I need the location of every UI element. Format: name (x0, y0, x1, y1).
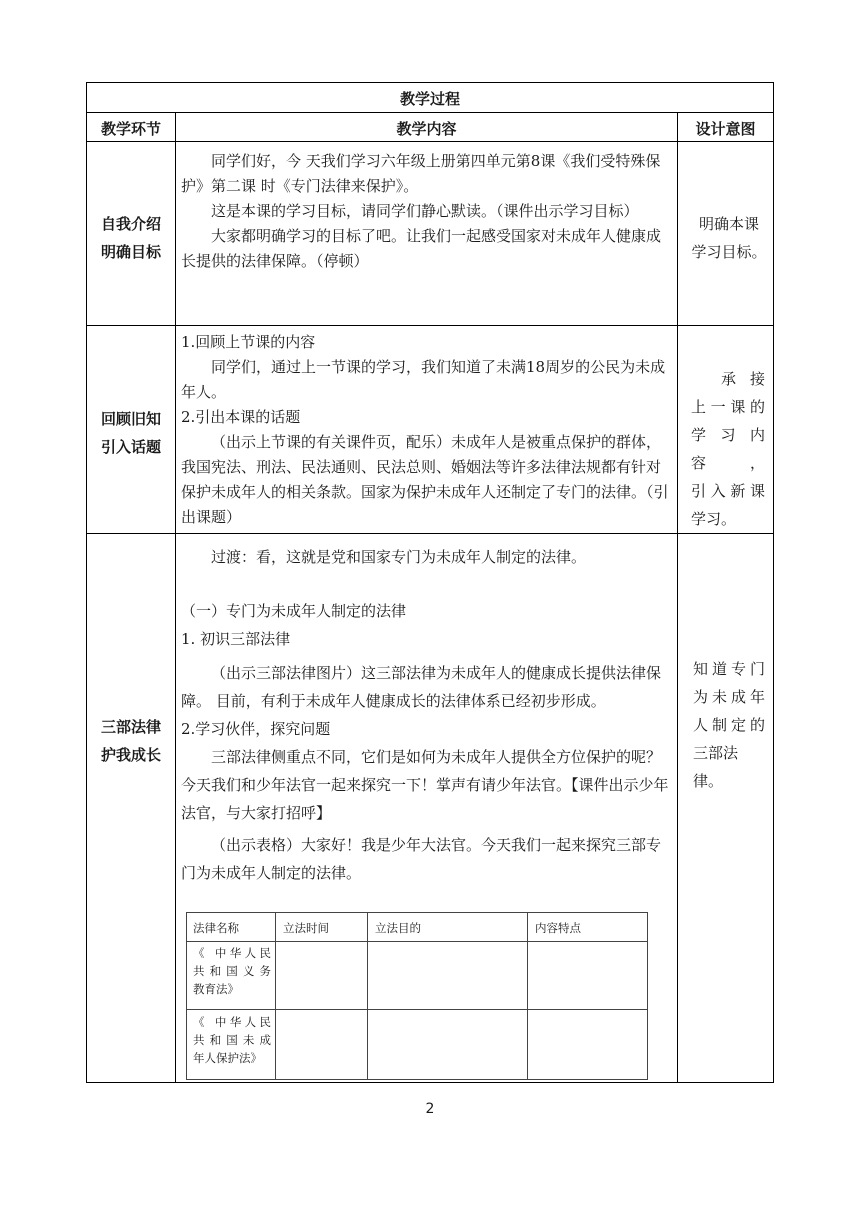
column-divider (677, 113, 678, 1082)
teaching-process-table (86, 82, 774, 1083)
paragraph: （出示表格）大家好！我是少年大法官。今天我们一起来探究三部专门为未成年人制定的法律。 (181, 836, 662, 882)
stage-label: 自我介绍 明确目标 (100, 215, 161, 261)
paragraph: 2.引出本课的话题 (181, 408, 301, 426)
header-stage: 教学环节 (100, 120, 161, 138)
paragraph: 1. 初识三部法律 (181, 630, 291, 648)
paragraph: 大家都明确学习的目标了吧。让我们一起感受国家对未成年人健康成长提供的法律保障。（停顿） (181, 227, 662, 270)
header-intent: 设计意图 (695, 120, 756, 138)
paragraph: 1.回顾上节课的内容 (181, 333, 316, 351)
subtable-header: 立法时间 (283, 921, 329, 935)
table-title: 教学过程 (87, 83, 773, 113)
design-intent: 承 接 上一课的 学习内容， 引入新课 学习。 (691, 370, 765, 528)
paragraph: 同学们，通过上一节课的学习，我们知道了未满18周岁的公民为未成年人。 (181, 358, 666, 401)
paragraph: 2.学习伙伴，探究问题 (181, 720, 331, 738)
stage-label: 三部法律 护我成长 (100, 718, 161, 764)
row-content (181, 543, 675, 887)
paragraph: （一）专门为未成年人制定的法律 (181, 602, 407, 620)
paragraph: （出示三部法律图片）这三部法律为未成年人的健康成长提供法律保障。 目前，有利于未成年人健康成长的法律体系已经初步形成。 (181, 664, 662, 710)
paragraph: （出示上节课的有关课件页，配乐）未成年人是被重点保护的群体，我国宪法、刑法、民法通则、民法总则、婚姻法等许多法律法规都有针对保护未成年人的相关条款。国家为保护未成年人还制定了专门的法律。（引出课题） (181, 433, 669, 526)
stage-label: 回顾旧知 引入话题 (100, 410, 161, 456)
header-content: 教学内容 (396, 120, 457, 138)
paragraph: 这是本课的学习目标，请同学们静心默读。（课件出示学习目标） (211, 202, 639, 220)
subtable-header: 立法目的 (375, 921, 421, 935)
law-comparison-table (186, 912, 648, 1080)
design-intent: 明确本课 学习目标。 (691, 215, 767, 261)
law-name-cell: 《 中华人民 共和国未成 年人保护法》 (193, 1015, 271, 1065)
paragraph: 过渡：看，这就是党和国家专门为未成年人制定的法律。 (211, 548, 587, 566)
page-number: 2 (425, 1101, 435, 1117)
design-intent: 知道专门 为未成年 人制定的 三部法律。 (693, 660, 765, 790)
law-name-cell: 《 中华人民 共和国义务 教育法》 (193, 946, 271, 996)
subtable-header: 内容特点 (535, 921, 581, 935)
paragraph: 同学们好，今 天我们学习六年级上册第四单元第8课《我们受特殊保护》第二课 时《专门法律来保护》。 (181, 152, 661, 195)
subtable-header: 法律名称 (193, 921, 239, 935)
row-content (181, 330, 675, 530)
column-divider (175, 113, 176, 1082)
row-content (181, 149, 675, 274)
paragraph: 三部法律侧重点不同，它们是如何为未成年人提供全方位保护的呢？今天我们和少年法官一起来探究一下！掌声有请少年法官。【课件出示少年法官，与大家打招呼】 (181, 748, 669, 822)
